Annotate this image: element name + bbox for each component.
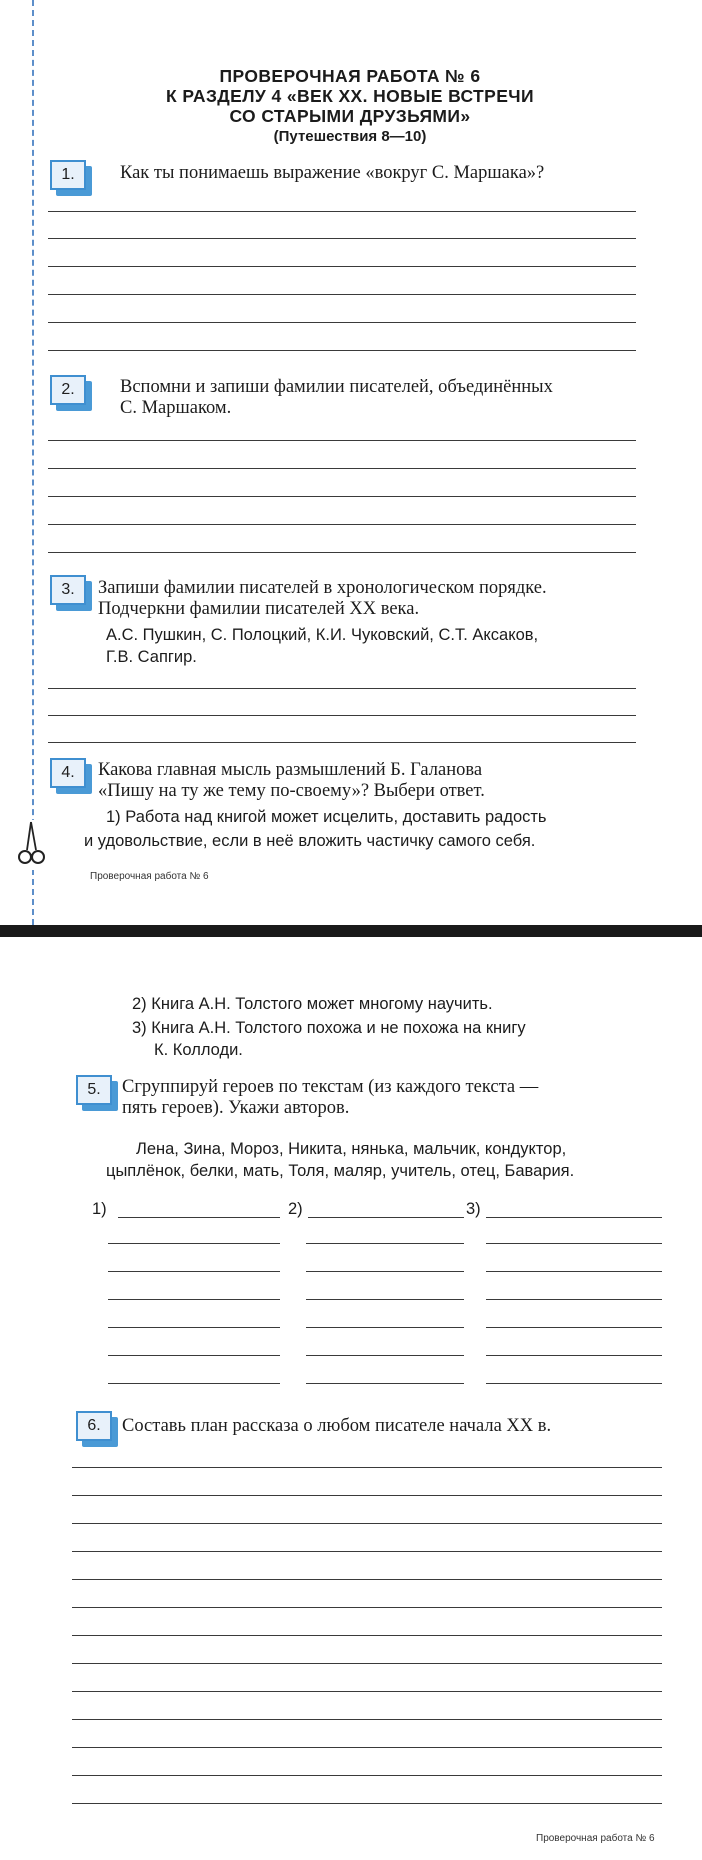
group-1-answer-line <box>108 1327 280 1328</box>
group-2-answer-line <box>306 1327 464 1328</box>
question-6-text: Составь план рассказа о любом писателе начала XX в. <box>122 1416 552 1436</box>
group-1-answer-line <box>108 1243 280 1244</box>
group-3-answer-line <box>486 1217 662 1218</box>
question-1-number: 1. <box>50 160 86 190</box>
question-5-line-1: Сгруппируй героев по текстам (из каждого текста — <box>122 1077 539 1097</box>
group-1-label: 1) <box>92 1200 107 1218</box>
answer-line <box>48 468 636 469</box>
group-3-answer-line <box>486 1327 662 1328</box>
answer-line <box>72 1635 662 1636</box>
question-1-badge <box>50 160 94 196</box>
group-3-label: 3) <box>466 1200 481 1218</box>
worksheet-page-1 <box>0 0 702 925</box>
question-3-names-line-2: Г.В. Сапгир. <box>106 648 197 666</box>
question-2-line-2: С. Маршаком. <box>120 398 232 418</box>
question-4-option-3-line-1: 3) Книга А.Н. Толстого похожа и не похожа на книгу <box>132 1019 526 1037</box>
question-4-option-2: 2) Книга А.Н. Толстого может многому научить. <box>132 995 493 1013</box>
worksheet-title <box>80 66 620 148</box>
group-2-answer-line <box>306 1271 464 1272</box>
group-2-answer-line <box>306 1383 464 1384</box>
answer-line <box>48 350 636 351</box>
group-3-answer-line <box>486 1383 662 1384</box>
title-line-3: СО СТАРЫМИ ДРУЗЬЯМИ» <box>229 106 471 126</box>
title-line-1: ПРОВЕРОЧНАЯ РАБОТА № 6 <box>219 66 481 86</box>
group-1-answer-line <box>108 1355 280 1356</box>
question-3-line-2: Подчеркни фамилии писателей XX века. <box>98 599 420 619</box>
question-2-number: 2. <box>50 375 86 405</box>
answer-line <box>72 1719 662 1720</box>
group-3-answer-line <box>486 1243 662 1244</box>
question-5-heroes-line-2: цыплёнок, белки, мать, Толя, маляр, учитель, отец, Бавария. <box>106 1162 575 1180</box>
question-6-badge <box>76 1411 120 1447</box>
question-2-line-1: Вспомни и запиши фамилии писателей, объединённых <box>120 377 553 397</box>
group-2-answer-line <box>308 1217 464 1218</box>
group-2-answer-line <box>306 1355 464 1356</box>
group-3-answer-line <box>486 1355 662 1356</box>
page-footer: Проверочная работа № 6 <box>536 1833 655 1844</box>
answer-line <box>48 688 636 689</box>
question-1-text: Как ты понимаешь выражение «вокруг С. Маршака»? <box>120 163 545 183</box>
answer-line <box>48 524 636 525</box>
group-1-answer-line <box>108 1383 280 1384</box>
group-3-answer-line <box>486 1271 662 1272</box>
answer-line <box>72 1579 662 1580</box>
answer-line <box>72 1495 662 1496</box>
answer-line <box>72 1775 662 1776</box>
answer-line <box>48 238 636 239</box>
answer-line <box>72 1691 662 1692</box>
answer-line <box>72 1663 662 1664</box>
cut-line <box>32 0 34 925</box>
answer-line <box>72 1747 662 1748</box>
answer-line <box>72 1467 662 1468</box>
group-2-label: 2) <box>288 1200 303 1218</box>
answer-line <box>48 211 636 212</box>
group-1-answer-line <box>118 1217 280 1218</box>
question-3-names-line-1: А.С. Пушкин, С. Полоцкий, К.И. Чуковский, С.Т. Аксаков, <box>106 626 539 644</box>
answer-line <box>72 1803 662 1804</box>
group-2-answer-line <box>306 1243 464 1244</box>
question-4-option-1-line-1: 1) Работа над книгой может исцелить, доставить радость <box>106 808 547 826</box>
question-4-line-2: «Пишу на ту же тему по-своему»? Выбери ответ. <box>98 781 485 801</box>
answer-line <box>72 1551 662 1552</box>
question-6-number: 6. <box>76 1411 112 1441</box>
question-4-badge <box>50 758 94 794</box>
group-1-answer-line <box>108 1299 280 1300</box>
question-2-badge <box>50 375 94 411</box>
answer-line <box>48 715 636 716</box>
question-5-badge <box>76 1075 120 1111</box>
question-3-number: 3. <box>50 575 86 605</box>
answer-line <box>48 742 636 743</box>
group-1-answer-line <box>108 1271 280 1272</box>
answer-line <box>48 294 636 295</box>
question-4-option-3-line-2: К. Коллоди. <box>154 1041 243 1059</box>
answer-line <box>48 552 636 553</box>
page-footer: Проверочная работа № 6 <box>90 871 209 882</box>
question-5-number: 5. <box>76 1075 112 1105</box>
answer-line <box>48 266 636 267</box>
question-4-option-1-line-2: и удовольствие, если в неё вложить частичку самого себя. <box>84 832 536 850</box>
title-subtitle: (Путешествия 8—10) <box>273 128 427 145</box>
group-2-answer-line <box>306 1299 464 1300</box>
question-5-line-2: пять героев). Укажи авторов. <box>122 1098 350 1118</box>
answer-line <box>48 322 636 323</box>
question-3-line-1: Запиши фамилии писателей в хронологическом порядке. <box>98 578 547 598</box>
question-4-number: 4. <box>50 758 86 788</box>
answer-line <box>48 440 636 441</box>
sheet-divider <box>0 925 702 937</box>
title-line-2: К РАЗДЕЛУ 4 «ВЕК XX. НОВЫЕ ВСТРЕЧИ <box>166 86 534 106</box>
answer-line <box>72 1607 662 1608</box>
group-3-answer-line <box>486 1299 662 1300</box>
scissors-icon <box>17 820 45 870</box>
answer-line <box>72 1523 662 1524</box>
worksheet-page-2 <box>0 937 702 1860</box>
question-4-line-1: Какова главная мысль размышлений Б. Галанова <box>98 760 483 780</box>
question-3-badge <box>50 575 94 611</box>
answer-line <box>48 496 636 497</box>
question-5-heroes-line-1: Лена, Зина, Мороз, Никита, нянька, мальчик, кондуктор, <box>136 1140 567 1158</box>
